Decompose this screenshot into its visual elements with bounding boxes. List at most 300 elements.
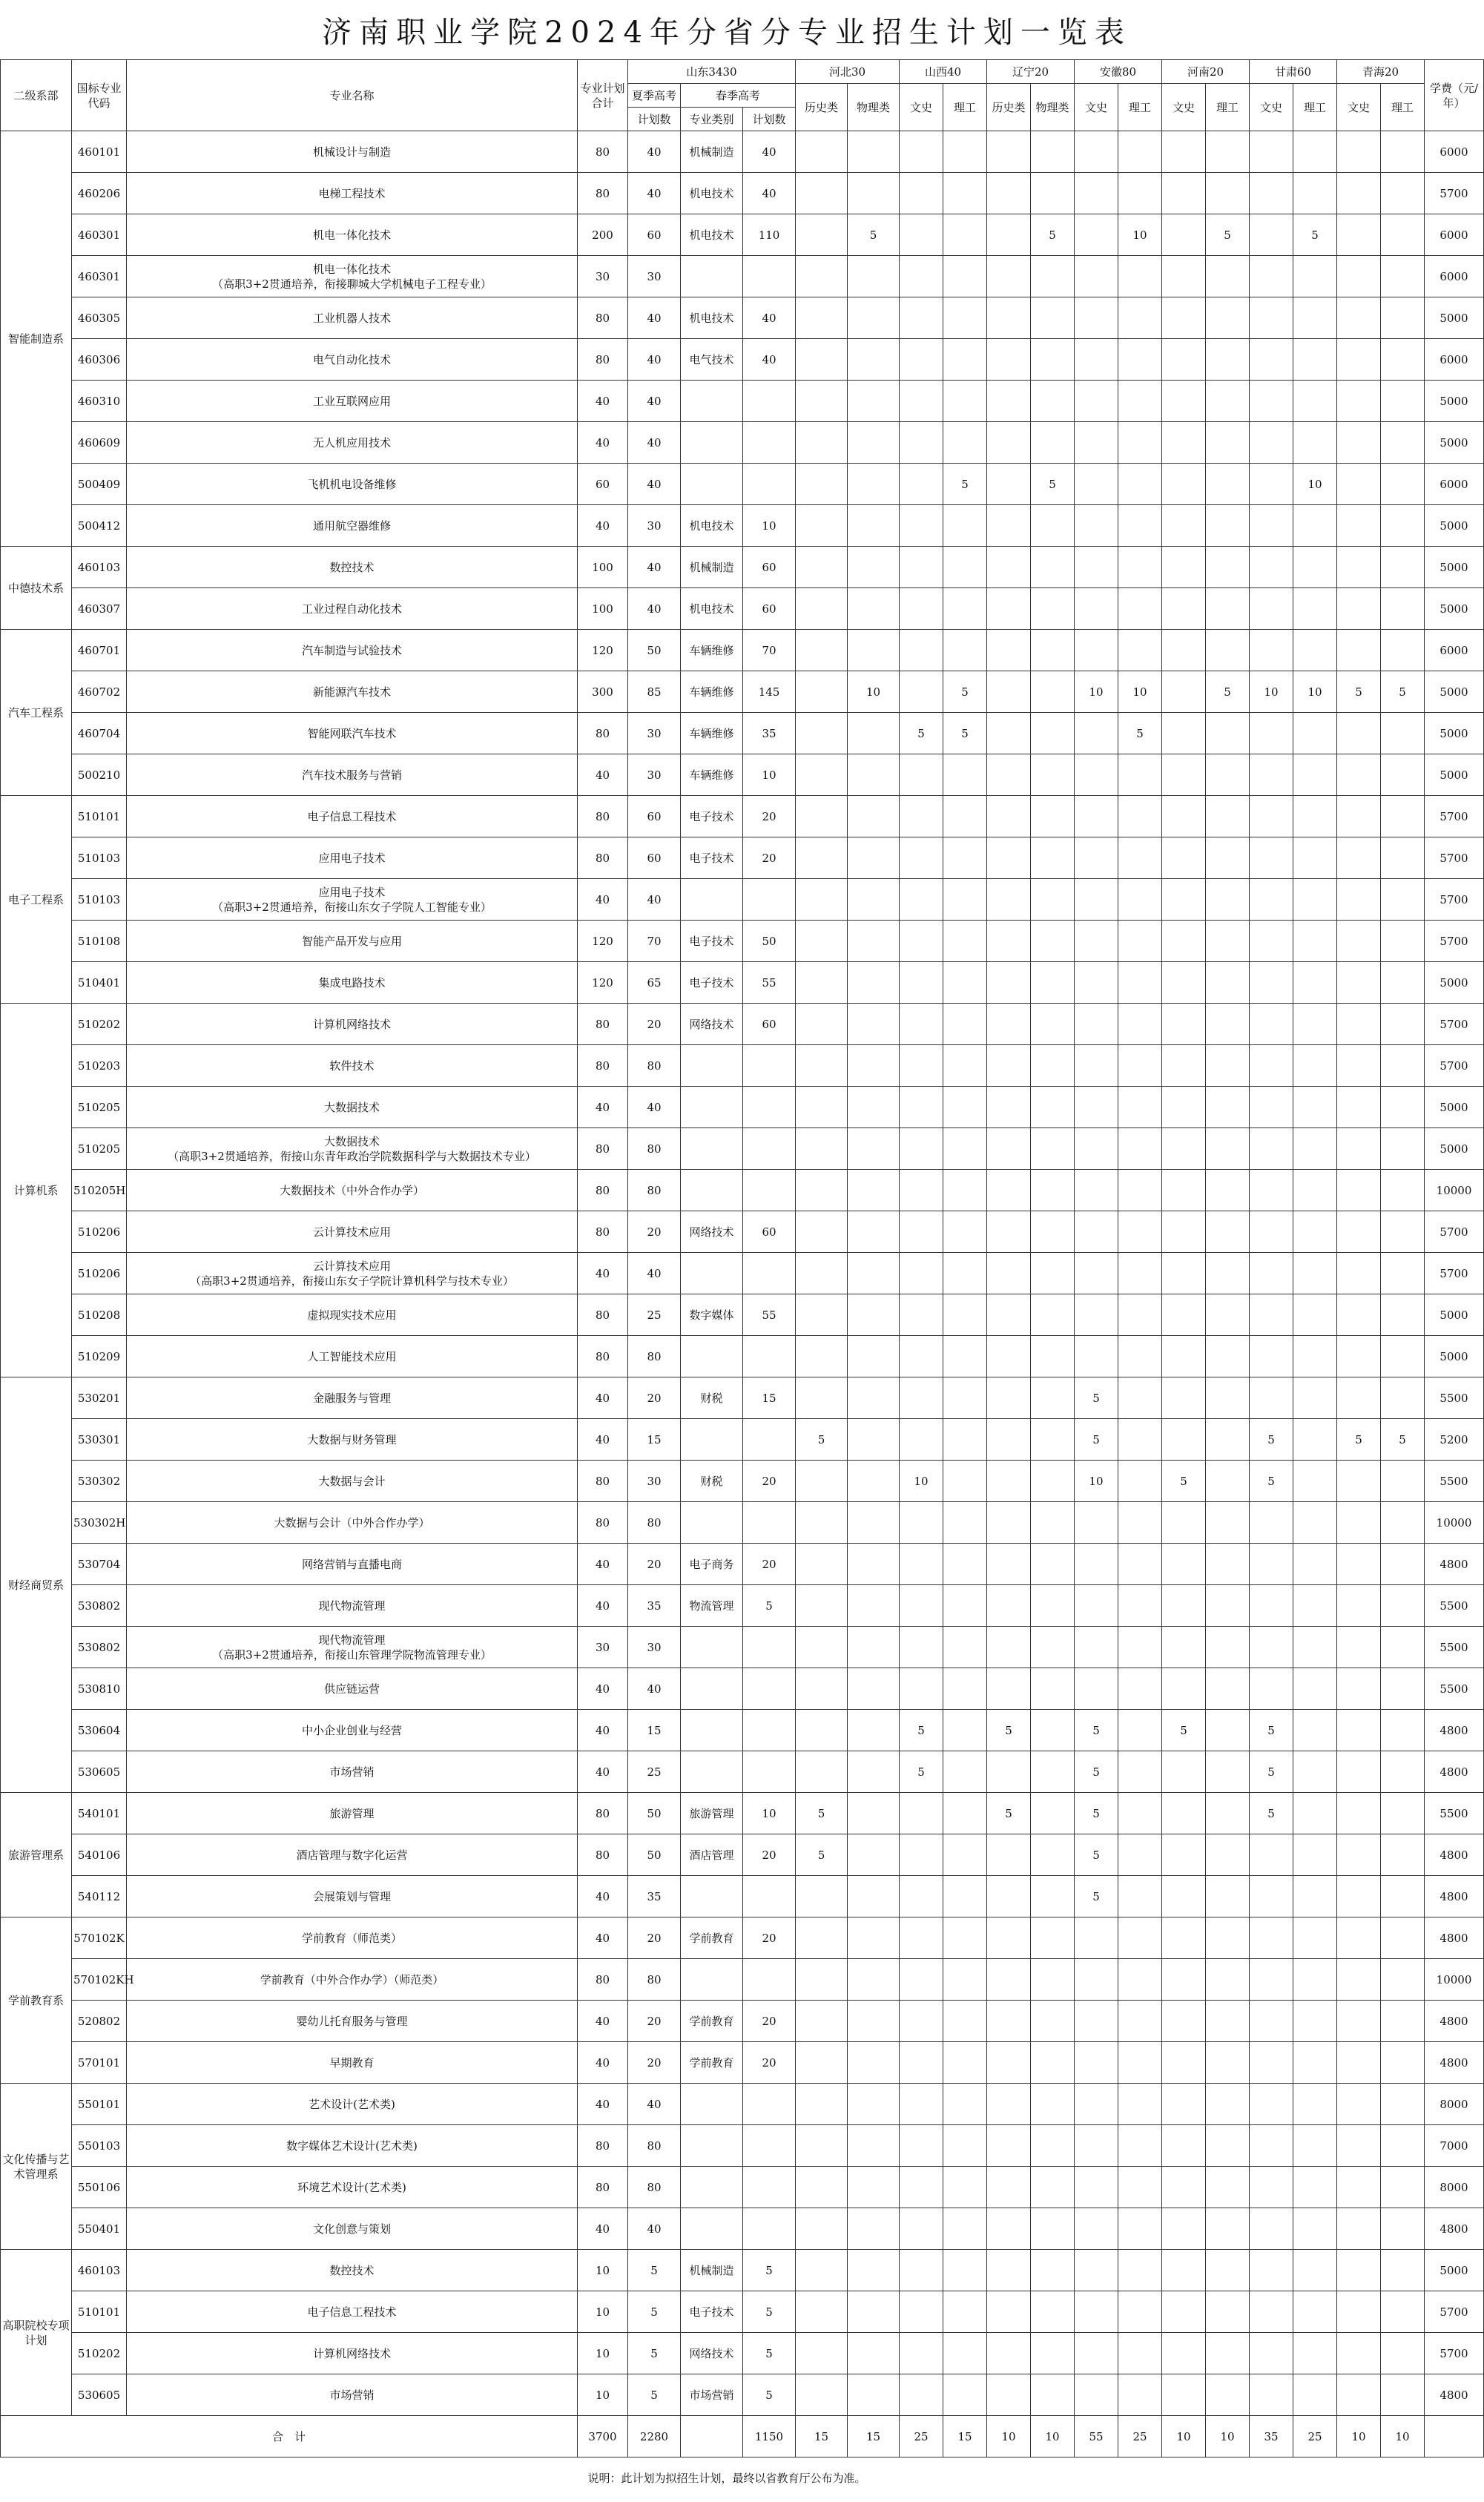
value-cell xyxy=(743,2208,796,2250)
value-cell xyxy=(681,1253,743,1294)
value-cell: 60 xyxy=(578,464,628,505)
value-cell: 10 xyxy=(900,1461,943,1502)
value-cell xyxy=(1162,173,1206,214)
value-cell xyxy=(1337,1253,1381,1294)
value-cell xyxy=(1337,1834,1381,1876)
value-cell: 网络技术 xyxy=(681,2333,743,2374)
value-cell xyxy=(1206,713,1250,754)
value-cell: 5 xyxy=(900,1751,943,1793)
value-cell xyxy=(1337,1004,1381,1045)
value-cell xyxy=(900,1834,943,1876)
value-cell: 80 xyxy=(578,1045,628,1087)
value-cell xyxy=(1118,1627,1162,1668)
value-cell xyxy=(1075,1627,1118,1668)
value-cell xyxy=(1031,1959,1075,2001)
value-cell xyxy=(900,1336,943,1377)
value-cell xyxy=(848,1419,900,1461)
value-cell xyxy=(1293,1876,1337,1917)
value-cell xyxy=(1250,1502,1293,1544)
value-cell: 40 xyxy=(628,464,681,505)
dept-cell: 电子工程系 xyxy=(1,796,72,1004)
value-cell xyxy=(987,2333,1031,2374)
code-cell: 460305 xyxy=(72,297,127,339)
value-cell xyxy=(796,2250,848,2291)
code-cell: 460301 xyxy=(72,256,127,297)
value-cell xyxy=(1381,2374,1425,2416)
value-cell xyxy=(943,2001,987,2042)
value-cell xyxy=(1206,962,1250,1004)
value-cell xyxy=(1337,1544,1381,1585)
value-cell xyxy=(1337,214,1381,256)
value-cell: 30 xyxy=(628,1627,681,1668)
value-cell xyxy=(1162,1336,1206,1377)
value-cell: 55 xyxy=(743,962,796,1004)
major-name-cell: 环境艺术设计(艺术类) xyxy=(127,2167,578,2208)
value-cell xyxy=(796,1294,848,1336)
dept-cell: 中德技术系 xyxy=(1,547,72,630)
value-cell: 80 xyxy=(628,1170,681,1211)
value-cell: 电子技术 xyxy=(681,796,743,837)
value-cell xyxy=(1293,1710,1337,1751)
value-cell xyxy=(1075,1128,1118,1170)
value-cell xyxy=(848,588,900,630)
value-cell xyxy=(848,1793,900,1834)
value-cell xyxy=(1031,1710,1075,1751)
value-cell xyxy=(900,1502,943,1544)
code-cell: 460306 xyxy=(72,339,127,381)
value-cell xyxy=(1118,131,1162,173)
value-cell xyxy=(900,962,943,1004)
value-cell: 5700 xyxy=(1425,2291,1484,2333)
value-cell xyxy=(943,1668,987,1710)
table-row xyxy=(1,1544,1484,1585)
header-sub: 物理类 xyxy=(848,84,900,131)
value-cell xyxy=(900,2125,943,2167)
value-cell xyxy=(1381,630,1425,671)
value-cell xyxy=(796,630,848,671)
value-cell xyxy=(1381,1253,1425,1294)
value-cell xyxy=(1337,1917,1381,1959)
value-cell xyxy=(1381,2001,1425,2042)
value-cell xyxy=(848,1544,900,1585)
value-cell xyxy=(1162,879,1206,921)
value-cell xyxy=(900,2291,943,2333)
value-cell xyxy=(1118,339,1162,381)
value-cell: 20 xyxy=(628,1377,681,1419)
major-name-cell: 会展策划与管理 xyxy=(127,1876,578,1917)
value-cell xyxy=(1206,1793,1250,1834)
value-cell xyxy=(987,1959,1031,2001)
value-cell xyxy=(848,1917,900,1959)
value-cell xyxy=(1337,2208,1381,2250)
value-cell xyxy=(796,464,848,505)
header-total: 专业计划合计 xyxy=(578,60,628,131)
code-cell: 460609 xyxy=(72,422,127,464)
value-cell xyxy=(900,422,943,464)
value-cell: 学前教育 xyxy=(681,1917,743,1959)
code-cell: 540101 xyxy=(72,1793,127,1834)
value-cell xyxy=(1031,1294,1075,1336)
value-cell xyxy=(1075,713,1118,754)
table-row xyxy=(1,381,1484,422)
value-cell xyxy=(796,1253,848,1294)
value-cell xyxy=(681,1627,743,1668)
code-cell: 510205 xyxy=(72,1128,127,1170)
value-cell xyxy=(1162,1045,1206,1087)
value-cell: 40 xyxy=(628,381,681,422)
value-cell: 10 xyxy=(578,2291,628,2333)
value-cell xyxy=(1293,588,1337,630)
table-row xyxy=(1,1419,1484,1461)
value-cell xyxy=(1206,256,1250,297)
value-cell: 30 xyxy=(628,256,681,297)
header-code: 国标专业代码 xyxy=(72,60,127,131)
value-cell xyxy=(1075,297,1118,339)
value-cell xyxy=(1206,1128,1250,1170)
value-cell: 20 xyxy=(743,2042,796,2084)
value-cell xyxy=(987,131,1031,173)
value-cell xyxy=(1031,173,1075,214)
value-cell xyxy=(1250,1253,1293,1294)
value-cell xyxy=(1381,1710,1425,1751)
value-cell: 5000 xyxy=(1425,1087,1484,1128)
value-cell xyxy=(1031,1128,1075,1170)
value-cell xyxy=(900,1544,943,1585)
value-cell xyxy=(987,962,1031,1004)
value-cell xyxy=(1118,1876,1162,1917)
value-cell xyxy=(1075,588,1118,630)
total-value-cell: 35 xyxy=(1250,2416,1293,2457)
header-plan: 计划数 xyxy=(628,108,681,131)
value-cell: 60 xyxy=(743,588,796,630)
value-cell xyxy=(1250,2167,1293,2208)
code-cell: 460101 xyxy=(72,131,127,173)
value-cell xyxy=(987,1585,1031,1627)
value-cell xyxy=(1162,547,1206,588)
value-cell xyxy=(1118,173,1162,214)
value-cell xyxy=(848,422,900,464)
value-cell xyxy=(1075,173,1118,214)
value-cell xyxy=(1381,1627,1425,1668)
value-cell: 10 xyxy=(578,2333,628,2374)
value-cell: 80 xyxy=(578,1502,628,1544)
value-cell xyxy=(1206,1502,1250,1544)
code-cell: 510202 xyxy=(72,2333,127,2374)
value-cell xyxy=(1381,131,1425,173)
value-cell xyxy=(796,381,848,422)
header-sub: 理工 xyxy=(1293,84,1337,131)
code-cell: 550401 xyxy=(72,2208,127,2250)
value-cell xyxy=(1118,464,1162,505)
value-cell: 10 xyxy=(743,1793,796,1834)
table-row xyxy=(1,796,1484,837)
value-cell: 25 xyxy=(628,1751,681,1793)
code-cell: 530604 xyxy=(72,1710,127,1751)
value-cell xyxy=(1162,2125,1206,2167)
value-cell: 20 xyxy=(743,1544,796,1585)
value-cell xyxy=(1250,1294,1293,1336)
value-cell xyxy=(987,796,1031,837)
value-cell xyxy=(1337,1045,1381,1087)
value-cell xyxy=(1293,339,1337,381)
value-cell xyxy=(943,1917,987,1959)
value-cell: 5700 xyxy=(1425,173,1484,214)
value-cell xyxy=(1293,1502,1337,1544)
header-sub: 文史 xyxy=(1075,84,1118,131)
value-cell: 5500 xyxy=(1425,1585,1484,1627)
value-cell xyxy=(1075,1502,1118,1544)
value-cell: 5 xyxy=(628,2250,681,2291)
header-sub: 理工 xyxy=(1118,84,1162,131)
table-row xyxy=(1,1627,1484,1668)
value-cell: 4800 xyxy=(1425,1876,1484,1917)
value-cell: 30 xyxy=(628,713,681,754)
header-spring: 春季高考 xyxy=(681,84,796,108)
value-cell xyxy=(1250,1876,1293,1917)
value-cell: 机电技术 xyxy=(681,173,743,214)
value-cell xyxy=(1250,2001,1293,2042)
value-cell xyxy=(1337,173,1381,214)
value-cell: 5 xyxy=(1206,671,1250,713)
value-cell xyxy=(1031,671,1075,713)
value-cell: 5000 xyxy=(1425,962,1484,1004)
value-cell xyxy=(1075,2333,1118,2374)
value-cell: 5000 xyxy=(1425,2250,1484,2291)
value-cell xyxy=(987,671,1031,713)
value-cell: 5 xyxy=(1381,671,1425,713)
value-cell: 5 xyxy=(1075,1793,1118,1834)
value-cell xyxy=(1206,2374,1250,2416)
value-cell xyxy=(943,2167,987,2208)
value-cell xyxy=(1118,505,1162,547)
table-row xyxy=(1,630,1484,671)
value-cell xyxy=(1075,1668,1118,1710)
value-cell xyxy=(1293,1419,1337,1461)
value-cell xyxy=(1381,921,1425,962)
table-row xyxy=(1,1917,1484,1959)
value-cell xyxy=(796,796,848,837)
value-cell xyxy=(1162,1087,1206,1128)
code-cell: 460301 xyxy=(72,214,127,256)
value-cell xyxy=(1293,1834,1337,1876)
value-cell xyxy=(987,1668,1031,1710)
value-cell xyxy=(1118,1170,1162,1211)
code-cell: 510108 xyxy=(72,921,127,962)
major-name-cell: 机电一体化技术 xyxy=(127,214,578,256)
value-cell xyxy=(743,879,796,921)
code-cell: 530810 xyxy=(72,1668,127,1710)
value-cell xyxy=(1250,2208,1293,2250)
value-cell xyxy=(1381,879,1425,921)
major-name-cell: 大数据与会计 xyxy=(127,1461,578,1502)
code-cell: 460103 xyxy=(72,547,127,588)
value-cell xyxy=(1206,1336,1250,1377)
value-cell xyxy=(796,547,848,588)
value-cell xyxy=(848,1377,900,1419)
value-cell xyxy=(1162,2001,1206,2042)
value-cell xyxy=(796,2001,848,2042)
value-cell xyxy=(1075,2374,1118,2416)
table-row xyxy=(1,713,1484,754)
value-cell: 50 xyxy=(628,1834,681,1876)
value-cell xyxy=(987,339,1031,381)
value-cell: 100 xyxy=(578,588,628,630)
value-cell: 8000 xyxy=(1425,2084,1484,2125)
value-cell xyxy=(1250,754,1293,796)
value-cell xyxy=(1250,2125,1293,2167)
value-cell xyxy=(943,381,987,422)
value-cell: 40 xyxy=(578,1876,628,1917)
major-name-cell: 市场营销 xyxy=(127,1751,578,1793)
value-cell xyxy=(743,1959,796,2001)
value-cell xyxy=(1031,879,1075,921)
value-cell: 40 xyxy=(743,297,796,339)
value-cell: 电子技术 xyxy=(681,962,743,1004)
code-cell: 530802 xyxy=(72,1585,127,1627)
table-row xyxy=(1,962,1484,1004)
value-cell: 5500 xyxy=(1425,1461,1484,1502)
value-cell xyxy=(796,1128,848,1170)
value-cell xyxy=(1206,1834,1250,1876)
major-name-cell: 数控技术 xyxy=(127,2250,578,2291)
value-cell: 10 xyxy=(743,754,796,796)
value-cell xyxy=(1381,214,1425,256)
value-cell xyxy=(1293,1751,1337,1793)
total-value-cell xyxy=(1425,2416,1484,2457)
value-cell: 40 xyxy=(578,2084,628,2125)
value-cell xyxy=(1250,1377,1293,1419)
value-cell xyxy=(1381,381,1425,422)
value-cell: 70 xyxy=(743,630,796,671)
major-name-cell: 网络营销与直播电商 xyxy=(127,1544,578,1585)
value-cell xyxy=(1118,2167,1162,2208)
value-cell: 市场营销 xyxy=(681,2374,743,2416)
value-cell xyxy=(943,796,987,837)
major-name-cell: 电气自动化技术 xyxy=(127,339,578,381)
total-value-cell: 10 xyxy=(987,2416,1031,2457)
value-cell: 4800 xyxy=(1425,2001,1484,2042)
value-cell xyxy=(1337,2333,1381,2374)
value-cell xyxy=(848,339,900,381)
value-cell: 5700 xyxy=(1425,796,1484,837)
value-cell xyxy=(1162,2167,1206,2208)
value-cell xyxy=(1118,256,1162,297)
major-name-cell: 计算机网络技术 xyxy=(127,1004,578,1045)
value-cell: 20 xyxy=(743,1834,796,1876)
table-row xyxy=(1,256,1484,297)
value-cell xyxy=(1118,921,1162,962)
value-cell: 5 xyxy=(796,1419,848,1461)
value-cell xyxy=(1118,1502,1162,1544)
value-cell: 80 xyxy=(578,2125,628,2167)
value-cell xyxy=(1031,1045,1075,1087)
value-cell: 酒店管理 xyxy=(681,1834,743,1876)
value-cell xyxy=(1381,2167,1425,2208)
value-cell xyxy=(1337,1170,1381,1211)
value-cell xyxy=(1206,2084,1250,2125)
value-cell xyxy=(1162,1917,1206,1959)
value-cell xyxy=(1250,796,1293,837)
value-cell xyxy=(1293,1585,1337,1627)
value-cell: 40 xyxy=(578,1253,628,1294)
value-cell xyxy=(1337,297,1381,339)
total-value-cell: 10 xyxy=(1206,2416,1250,2457)
value-cell: 6000 xyxy=(1425,214,1484,256)
value-cell: 10 xyxy=(743,505,796,547)
value-cell xyxy=(1250,256,1293,297)
value-cell xyxy=(848,837,900,879)
value-cell xyxy=(848,2042,900,2084)
value-cell xyxy=(1250,339,1293,381)
value-cell: 5700 xyxy=(1425,1045,1484,1087)
header-province: 河南20 xyxy=(1162,60,1250,84)
code-cell: 530201 xyxy=(72,1377,127,1419)
value-cell xyxy=(943,1294,987,1336)
value-cell xyxy=(1337,1377,1381,1419)
value-cell xyxy=(1162,297,1206,339)
header-sub: 历史类 xyxy=(796,84,848,131)
value-cell xyxy=(943,173,987,214)
value-cell xyxy=(1206,1419,1250,1461)
value-cell xyxy=(681,2167,743,2208)
value-cell xyxy=(900,2208,943,2250)
value-cell xyxy=(1162,2374,1206,2416)
value-cell xyxy=(943,547,987,588)
value-cell xyxy=(1293,2125,1337,2167)
value-cell xyxy=(1075,339,1118,381)
value-cell: 60 xyxy=(743,547,796,588)
value-cell: 120 xyxy=(578,962,628,1004)
major-name-cell: 智能产品开发与应用 xyxy=(127,921,578,962)
value-cell xyxy=(1337,381,1381,422)
value-cell: 70 xyxy=(628,921,681,962)
value-cell xyxy=(1337,422,1381,464)
value-cell xyxy=(1293,297,1337,339)
value-cell xyxy=(987,505,1031,547)
value-cell: 7000 xyxy=(1425,2125,1484,2167)
value-cell xyxy=(1293,1128,1337,1170)
value-cell xyxy=(900,879,943,921)
value-cell: 40 xyxy=(628,339,681,381)
value-cell xyxy=(1162,588,1206,630)
value-cell xyxy=(796,1087,848,1128)
value-cell: 50 xyxy=(628,1793,681,1834)
value-cell: 80 xyxy=(578,1959,628,2001)
value-cell xyxy=(1075,2042,1118,2084)
value-cell xyxy=(796,2042,848,2084)
value-cell xyxy=(1206,1917,1250,1959)
value-cell xyxy=(1206,588,1250,630)
value-cell xyxy=(943,1544,987,1585)
total-value-cell: 25 xyxy=(900,2416,943,2457)
value-cell: 110 xyxy=(743,214,796,256)
value-cell xyxy=(796,1917,848,1959)
header-sub: 历史类 xyxy=(987,84,1031,131)
value-cell xyxy=(1031,2208,1075,2250)
value-cell xyxy=(1337,1793,1381,1834)
value-cell xyxy=(1075,131,1118,173)
value-cell xyxy=(987,2291,1031,2333)
value-cell xyxy=(987,2250,1031,2291)
value-cell xyxy=(987,547,1031,588)
major-name-cell: 供应链运营 xyxy=(127,1668,578,1710)
value-cell xyxy=(900,1419,943,1461)
value-cell xyxy=(1250,630,1293,671)
value-cell xyxy=(987,214,1031,256)
value-cell xyxy=(1031,381,1075,422)
value-cell xyxy=(1031,1461,1075,1502)
value-cell: 40 xyxy=(628,547,681,588)
